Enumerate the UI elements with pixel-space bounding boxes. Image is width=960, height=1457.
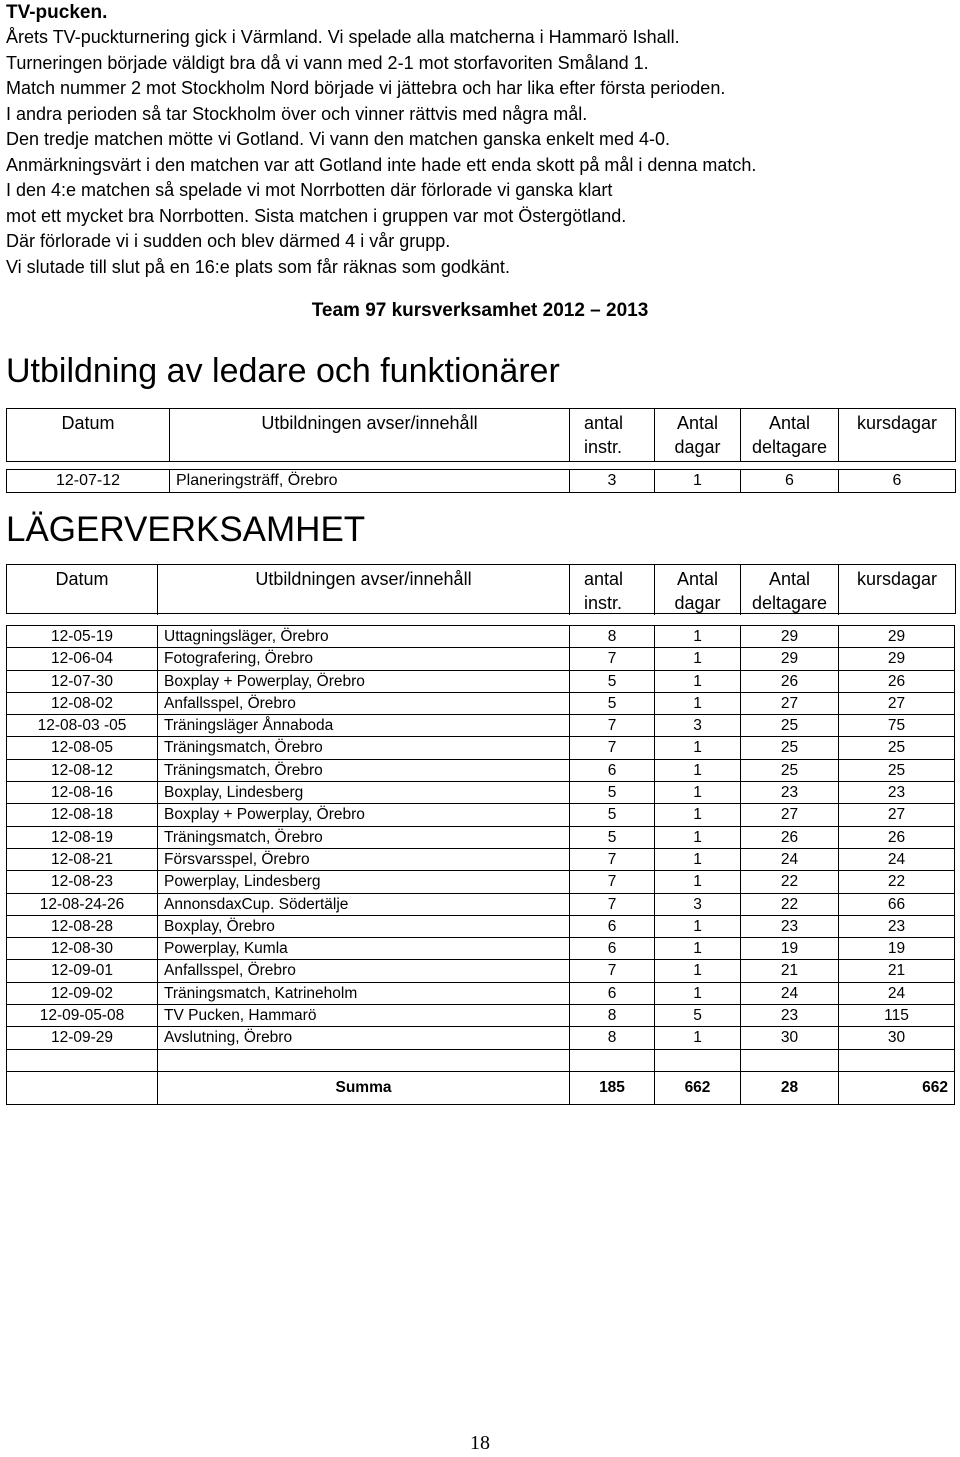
cell-date: 12-08-30 bbox=[7, 938, 158, 960]
cell-date: 12-08-05 bbox=[7, 737, 158, 759]
cell-participants: 19 bbox=[741, 938, 839, 960]
cell-content: Planeringsträff, Örebro bbox=[170, 470, 570, 492]
cell-date: 12-08-24-26 bbox=[7, 893, 158, 915]
cell-participants: 29 bbox=[741, 626, 839, 648]
cell-instr: 5 bbox=[570, 782, 655, 804]
cell-content: Träningsmatch, Örebro bbox=[158, 737, 570, 759]
table-row-empty bbox=[7, 1049, 955, 1071]
cell-participants: 23 bbox=[741, 782, 839, 804]
cell-instr: 5 bbox=[570, 826, 655, 848]
cell-content: Avslutning, Örebro bbox=[158, 1027, 570, 1049]
table-row bbox=[7, 938, 955, 960]
cell-course-days: 25 bbox=[839, 759, 955, 781]
header-days: Antal dagar bbox=[655, 565, 741, 615]
cell-empty bbox=[655, 1049, 741, 1071]
cell-empty bbox=[570, 1049, 655, 1071]
cell-participants: 30 bbox=[741, 1027, 839, 1049]
cell-days: 1 bbox=[655, 692, 741, 714]
cell-date: 12-08-28 bbox=[7, 915, 158, 937]
cell-participants: 29 bbox=[741, 648, 839, 670]
intro-text bbox=[6, 0, 956, 280]
cell-course-days: 23 bbox=[839, 782, 955, 804]
cell-participants: 25 bbox=[741, 715, 839, 737]
cell-days: 1 bbox=[655, 804, 741, 826]
cell-instr: 5 bbox=[570, 804, 655, 826]
summa-course-days: 662 bbox=[839, 1071, 955, 1104]
cell-participants: 22 bbox=[741, 893, 839, 915]
intro-heading: TV-pucken. bbox=[6, 2, 108, 23]
cell-course-days: 29 bbox=[839, 626, 955, 648]
cell-days: 1 bbox=[655, 915, 741, 937]
table-row bbox=[7, 715, 955, 737]
cell-date: 12-09-01 bbox=[7, 960, 158, 982]
cell-content: TV Pucken, Hammarö bbox=[158, 1005, 570, 1027]
cell-course-days: 30 bbox=[839, 1027, 955, 1049]
cell-instr: 6 bbox=[570, 759, 655, 781]
cell-course-days: 26 bbox=[839, 826, 955, 848]
cell-date: 12-07-12 bbox=[7, 470, 170, 492]
cell-content: Anfallsspel, Örebro bbox=[158, 692, 570, 714]
header-course-days: kursdagar bbox=[856, 569, 938, 589]
table-row bbox=[7, 826, 955, 848]
cell-course-days: 21 bbox=[839, 960, 955, 982]
cell-days: 1 bbox=[655, 670, 741, 692]
header-datum: Datum bbox=[7, 565, 158, 615]
cell-date: 12-08-19 bbox=[7, 826, 158, 848]
cell-content: Träningsmatch, Örebro bbox=[158, 826, 570, 848]
camp-table bbox=[6, 625, 955, 1105]
cell-days: 1 bbox=[655, 759, 741, 781]
cell-days: 1 bbox=[655, 871, 741, 893]
cell-participants: 6 bbox=[741, 470, 839, 492]
cell-content: Fotografering, Örebro bbox=[158, 648, 570, 670]
cell-course-days: 115 bbox=[839, 1005, 955, 1027]
cell-course-days: 27 bbox=[839, 804, 955, 826]
cell-date: 12-09-02 bbox=[7, 982, 158, 1004]
cell-content: Anfallsspel, Örebro bbox=[158, 960, 570, 982]
header-participants: Antal deltagare bbox=[741, 409, 839, 461]
cell-participants: 27 bbox=[741, 804, 839, 826]
cell-course-days: 24 bbox=[839, 848, 955, 870]
cell-instr: 7 bbox=[570, 893, 655, 915]
intro-line: Årets TV-puckturnering gick i Värmland. Vi spelade alla matcherna i Hammarö Ishall. bbox=[6, 27, 680, 47]
table-row bbox=[7, 782, 955, 804]
cell-participants: 24 bbox=[741, 848, 839, 870]
cell-days: 1 bbox=[655, 1027, 741, 1049]
cell-days: 1 bbox=[655, 737, 741, 759]
camp-table-body bbox=[7, 626, 955, 1105]
intro-line: Turneringen började väldigt bra då vi vann med 2-1 mot storfavoriten Småland 1. bbox=[6, 52, 649, 73]
cell-content: Träningsläger Ånnaboda bbox=[158, 715, 570, 737]
camp-table-header bbox=[6, 564, 956, 614]
cell-course-days: 25 bbox=[839, 737, 955, 759]
table-row bbox=[7, 848, 955, 870]
cell-date: 12-09-29 bbox=[7, 1027, 158, 1049]
cell-date: 12-06-04 bbox=[7, 648, 158, 670]
intro-line: I den 4:e matchen så spelade vi mot Norrbotten där förlorade vi ganska klart bbox=[6, 180, 613, 200]
intro-line: I andra perioden så tar Stockholm över och vinner rättvis med några mål. bbox=[6, 103, 588, 124]
cell-instr: 8 bbox=[570, 1005, 655, 1027]
header-instr: antal instr. bbox=[570, 409, 655, 461]
cell-days: 1 bbox=[655, 848, 741, 870]
cell-course-days: 23 bbox=[839, 915, 955, 937]
cell-date: 12-08-21 bbox=[7, 848, 158, 870]
cell-instr: 6 bbox=[570, 915, 655, 937]
cell-course-days: 66 bbox=[839, 893, 955, 915]
cell-instr: 5 bbox=[570, 670, 655, 692]
header-content: Utbildningen avser/innehåll bbox=[170, 409, 570, 461]
cell-empty bbox=[7, 1049, 158, 1071]
cell-content: Boxplay, Örebro bbox=[158, 915, 570, 937]
cell-content: Powerplay, Lindesberg bbox=[158, 871, 570, 893]
table-row bbox=[7, 1027, 955, 1049]
education-table-row bbox=[6, 469, 956, 493]
cell-content: Powerplay, Kumla bbox=[158, 938, 570, 960]
summa-instr: 185 bbox=[570, 1071, 655, 1104]
cell-instr: 7 bbox=[570, 848, 655, 870]
cell-participants: 22 bbox=[741, 871, 839, 893]
cell-instr: 6 bbox=[570, 938, 655, 960]
cell-participants: 25 bbox=[741, 759, 839, 781]
cell-participants: 24 bbox=[741, 982, 839, 1004]
table-row bbox=[7, 804, 955, 826]
header-content: Utbildningen avser/innehåll bbox=[158, 565, 570, 615]
cell-date: 12-08-16 bbox=[7, 782, 158, 804]
cell-days: 1 bbox=[655, 626, 741, 648]
summa-row bbox=[7, 1071, 955, 1104]
education-table-header bbox=[6, 408, 956, 462]
intro-line: Vi slutade till slut på en 16:e plats som får räknas som godkänt. bbox=[6, 256, 510, 277]
cell-course-days: 27 bbox=[839, 692, 955, 714]
summa-participants: 28 bbox=[741, 1071, 839, 1104]
intro-line: mot ett mycket bra Norrbotten. Sista matchen i gruppen var mot Östergötland. bbox=[6, 205, 627, 226]
cell-empty bbox=[7, 1071, 158, 1104]
cell-participants: 21 bbox=[741, 960, 839, 982]
cell-content: Träningsmatch, Katrineholm bbox=[158, 982, 570, 1004]
table-row bbox=[7, 871, 955, 893]
cell-days: 1 bbox=[655, 470, 741, 492]
cell-participants: 23 bbox=[741, 915, 839, 937]
intro-line: Där förlorade vi i sudden och blev därmed 4 i vår grupp. bbox=[6, 231, 451, 251]
cell-date: 12-08-02 bbox=[7, 692, 158, 714]
cell-date: 12-05-19 bbox=[7, 626, 158, 648]
cell-date: 12-07-30 bbox=[7, 670, 158, 692]
cell-days: 1 bbox=[655, 938, 741, 960]
page-number: 18 bbox=[470, 1432, 490, 1454]
cell-days: 5 bbox=[655, 1005, 741, 1027]
cell-days: 3 bbox=[655, 893, 741, 915]
header-instr: antal instr. bbox=[570, 565, 655, 615]
cell-participants: 27 bbox=[741, 692, 839, 714]
intro-line: Anmärkningsvärt i den matchen var att Gotland inte hade ett enda skott på mål i denna match. bbox=[6, 154, 757, 175]
cell-instr: 6 bbox=[570, 982, 655, 1004]
cell-course-days: 29 bbox=[839, 648, 955, 670]
header-course-days: kursdagar bbox=[856, 413, 938, 433]
intro-line: Den tredje matchen mötte vi Gotland. Vi vann den matchen ganska enkelt med 4-0. bbox=[6, 129, 671, 149]
cell-content: Uttagningsläger, Örebro bbox=[158, 626, 570, 648]
cell-instr: 7 bbox=[570, 871, 655, 893]
cell-content: AnnonsdaxCup. Södertälje bbox=[158, 893, 570, 915]
intro-line: Match nummer 2 mot Stockholm Nord började vi jättebra och har lika efter första perioden. bbox=[6, 78, 726, 98]
cell-date: 12-08-18 bbox=[7, 804, 158, 826]
table-row bbox=[7, 915, 955, 937]
cell-date: 12-09-05-08 bbox=[7, 1005, 158, 1027]
cell-date: 12-08-12 bbox=[7, 759, 158, 781]
summa-days: 662 bbox=[655, 1071, 741, 1104]
cell-participants: 25 bbox=[741, 737, 839, 759]
table-row bbox=[7, 1005, 955, 1027]
cell-instr: 7 bbox=[570, 737, 655, 759]
header-days: Antal dagar bbox=[655, 409, 741, 461]
table-row bbox=[7, 692, 955, 714]
cell-instr: 7 bbox=[570, 648, 655, 670]
cell-course-days: 6 bbox=[892, 472, 902, 489]
table-row bbox=[7, 626, 955, 648]
cell-instr: 7 bbox=[570, 960, 655, 982]
cell-content: Boxplay + Powerplay, Örebro bbox=[158, 804, 570, 826]
cell-participants: 23 bbox=[741, 1005, 839, 1027]
cell-participants: 26 bbox=[741, 826, 839, 848]
cell-days: 1 bbox=[655, 648, 741, 670]
section-title-education: Utbildning av ledare och funktionärer bbox=[6, 352, 560, 390]
cell-days: 1 bbox=[655, 982, 741, 1004]
season-title: Team 97 kursverksamhet 2012 – 2013 bbox=[311, 300, 649, 321]
header-participants: Antal deltagare bbox=[741, 565, 839, 615]
cell-empty bbox=[158, 1049, 570, 1071]
cell-course-days: 75 bbox=[839, 715, 955, 737]
table-row bbox=[7, 982, 955, 1004]
table-row bbox=[7, 960, 955, 982]
table-row bbox=[7, 648, 955, 670]
cell-course-days: 26 bbox=[839, 670, 955, 692]
cell-course-days: 22 bbox=[839, 871, 955, 893]
cell-days: 1 bbox=[655, 826, 741, 848]
cell-days: 1 bbox=[655, 960, 741, 982]
cell-date: 12-08-23 bbox=[7, 871, 158, 893]
cell-content: Boxplay + Powerplay, Örebro bbox=[158, 670, 570, 692]
table-row bbox=[7, 737, 955, 759]
cell-instr: 8 bbox=[570, 626, 655, 648]
section-title-camp: LÄGERVERKSAMHET bbox=[6, 510, 366, 549]
cell-days: 3 bbox=[655, 715, 741, 737]
cell-empty bbox=[741, 1049, 839, 1071]
cell-content: Träningsmatch, Örebro bbox=[158, 759, 570, 781]
cell-course-days: 24 bbox=[839, 982, 955, 1004]
cell-content: Försvarsspel, Örebro bbox=[158, 848, 570, 870]
cell-instr: 7 bbox=[570, 715, 655, 737]
cell-course-days: 19 bbox=[839, 938, 955, 960]
table-row bbox=[7, 893, 955, 915]
cell-empty bbox=[839, 1049, 955, 1071]
cell-instr: 3 bbox=[570, 470, 655, 492]
cell-participants: 26 bbox=[741, 670, 839, 692]
header-datum: Datum bbox=[7, 409, 170, 461]
cell-instr: 8 bbox=[570, 1027, 655, 1049]
table-row bbox=[7, 670, 955, 692]
cell-instr: 5 bbox=[570, 692, 655, 714]
cell-date: 12-08-03 -05 bbox=[7, 715, 158, 737]
cell-days: 1 bbox=[655, 782, 741, 804]
table-row bbox=[7, 759, 955, 781]
summa-label: Summa bbox=[158, 1071, 570, 1104]
cell-content: Boxplay, Lindesberg bbox=[158, 782, 570, 804]
